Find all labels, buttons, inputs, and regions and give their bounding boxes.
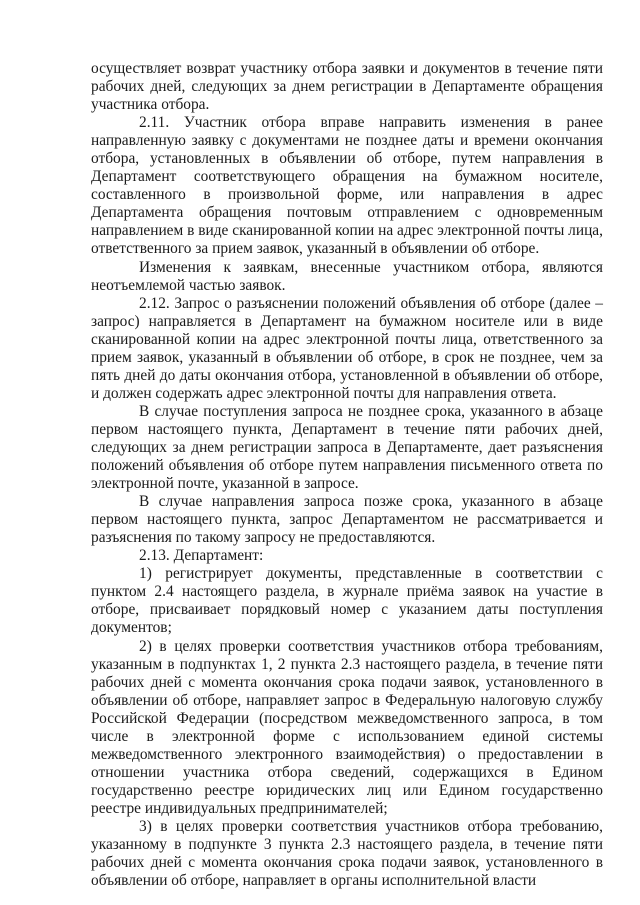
paragraph-2-13-heading: 2.13. Департамент: xyxy=(139,547,264,565)
paragraph-2-13-item-1: 1) регистрирует документы, представленные в соответствии с пунктом 2.4 настоящего раздела, в журнале приёма заявок на участие в отборе, присваивает порядковый номер с указанием даты поступления документов; xyxy=(91,565,603,637)
paragraph-2-11: 2.11. Участник отбора вправе направить изменения в ранее направленную заявку с документами не позднее даты и времени окончания отбора, установленных в объявлении об отборе, путем направления в Департамент соответствующего обращения на бумажном носителе, составленного в произвольной форме, или направления в адрес Департамента обращения почтовым отправлением с одновременным направлением в виде сканированной копии на адрес электронной почты лица, ответственного за прием заявок, указанный в объявлении об отборе. xyxy=(91,114,603,258)
document-page xyxy=(91,60,603,890)
paragraph-2-13-item-3: 3) в целях проверки соответствия участников отбора требованию, указанному в подпункте 3 пункта 2.3 настоящего раздела, в течение пяти рабочих дней с момента окончания срока подачи заявок, установленного в объявлении об отборе, направляет в органы исполнительной власти xyxy=(91,817,603,890)
paragraph-2-12-timely: В случае поступления запроса не позднее срока, указанного в абзаце первом настоящего пункта, Департамент в течение пяти рабочих дней, следующих за днем регистрации запроса в Департаменте, дает разъяснения положений объявления об отборе путем направления письменного ответа по электронной почте, указанной в запросе. xyxy=(91,402,603,493)
paragraph-2-11-changes: Изменения к заявкам, внесенные участником отбора, являются неотъемлемой частью заявок. xyxy=(91,258,603,294)
paragraph-2-13-item-2: 2) в целях проверки соответствия участников отбора требованиям, указанным в подпунктах 1, 2 пункта 2.3 настоящего раздела, в течение пяти рабочих дней с момента окончания срока подачи заявок, установленного в объявлении об отборе, направляет запрос в Федеральную налоговую службу Российской Федерации (посредством межведомственного запроса, в том числе в электронной форме с использованием единой системы межведомственного электронного взаимодействия) о предоставлении в отношении участника отбора сведений, содержащихся в Едином государственно реестре юридических лиц или Едином государственно реестре индивидуальных предпринимателей; xyxy=(91,637,603,817)
paragraph-2-12-late: В случае направления запроса позже срока, указанного в абзаце первом настоящего пункта, запрос Департаментом не рассматривается и разъяснения по такому запросу не предоставляются. xyxy=(91,493,603,547)
paragraph-2-12: 2.12. Запрос о разъяснении положений объявления об отборе (далее – запрос) направляется в Департамент на бумажном носителе или в виде сканированной копии на адрес электронной почты лица, ответственного за прием заявок, указанный в объявлении об отборе, в срок не позднее, чем за пять дней до даты окончания отбора, установленной в объявлении об отборе, и должен содержать адрес электронной почты для направления ответа. xyxy=(91,294,603,402)
paragraph-continuation: осуществляет возврат участнику отбора заявки и документов в течение пяти рабочих дней, следующих за днем регистрации в Департаменте обращения участника отбора. xyxy=(91,60,603,114)
